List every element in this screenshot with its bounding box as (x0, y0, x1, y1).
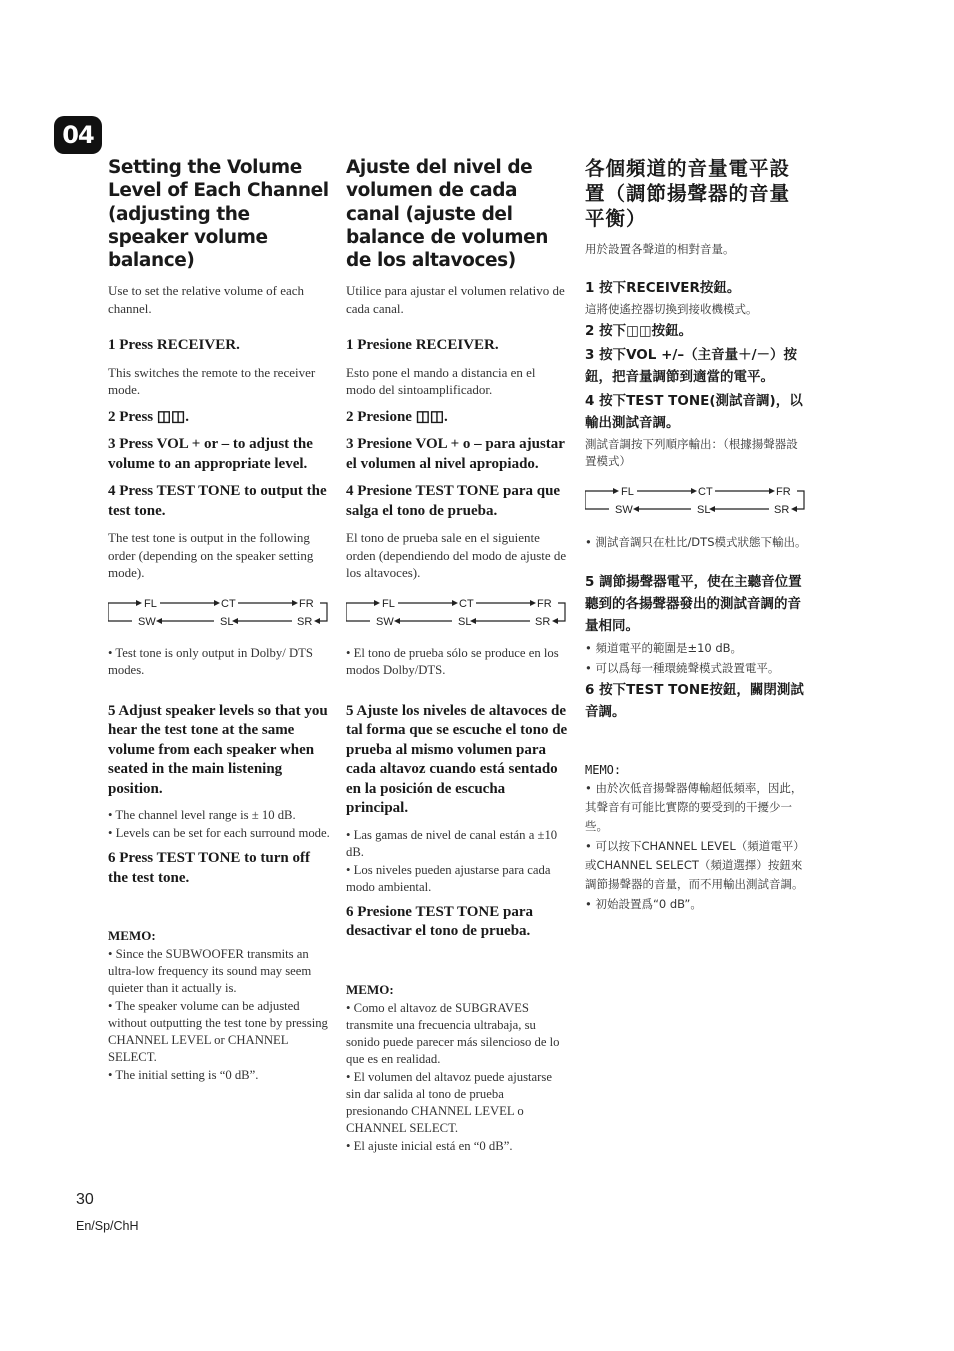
step-2: 2 Press ◫◫. (108, 408, 189, 425)
memo-heading: MEMO: (346, 981, 394, 997)
step-1: 1 Presione RECEIVER. (346, 337, 499, 354)
intro-text: 用於設置各聲道的相對音量。 (585, 242, 735, 256)
memo-heading: MEMO: (108, 928, 156, 944)
flow-sw: SW (615, 504, 633, 516)
section-title: 各個頻道的音量電平設置（調節揚聲器的音量平衡） (585, 157, 791, 230)
step-4-note: The test tone is output in the following order (depending on the speaker setting mode). (108, 530, 314, 581)
column-english (108, 156, 330, 1085)
flow-sr: SR (535, 615, 551, 628)
bullet-dolby: • Test tone is only output in Dolby/ DTS modes. (108, 645, 313, 677)
memo-3: • The initial setting is “0 dB”. (108, 1068, 259, 1083)
step-1-note: Esto pone el mando a distancia en el modo del sintoamplificador. (346, 364, 536, 398)
bullet-surround: • Levels can be set for each surround mode. (108, 826, 330, 841)
bullet-range: • 頻道電平的範圍是±10 dB。 (585, 641, 743, 655)
bullet-surround: • 可以爲每一種環繞聲模式設置電平。 (585, 661, 780, 675)
memo-1: • Since the SUBWOOFER transmits an ultra-low frequency its sound may seem quieter than it actually is. (108, 947, 312, 996)
memo-heading: MEMO: (585, 763, 622, 777)
flow-sr: SR (774, 504, 790, 516)
memo-2: • The speaker volume can be adjusted without outputting the test tone by pressing CHANNEL LEVEL or CHANNEL SELECT. (108, 999, 328, 1065)
chapter-badge: 04 (54, 116, 102, 154)
step-4: 4 Press TEST TONE to output the test tone. (108, 483, 327, 519)
flow-fr: FR (299, 597, 314, 610)
memo-3: • 初始設置爲“0 dB”。 (585, 897, 702, 911)
step-1: 1 Press RECEIVER. (108, 337, 240, 354)
bullet-dolby: • 測試音調只在杜比/DTS模式狀態下輸出。 (585, 535, 807, 549)
step-2: 2 Presione ◫◫. (346, 408, 448, 425)
section-title: Ajuste del nivel de volumen de cada canal (ajuste del balance de volumen de los altavoces) (346, 157, 548, 272)
step-6: 6 按下TEST TONE按鈕，關閉測試音調。 (585, 682, 804, 720)
step-6: 6 Presione TEST TONE para desactivar el tono de prueba. (346, 903, 533, 940)
flow-sw: SW (376, 615, 394, 628)
column-spanish (346, 156, 568, 1156)
memo-1: • 由於次低音揚聲器傳輸超低頻率，因此，其聲音有可能比實際的要受到的干擾少一些。 (585, 781, 803, 833)
step-1-note: 這將使遙控器切換到接收機模式。 (585, 302, 758, 316)
step-4-note: 測試音調按下列順序輸出：（根據揚聲器設置模式） (585, 437, 798, 468)
flow-fl: FL (382, 597, 395, 610)
step-3: 3 Press VOL + or – to adjust the volume to an appropriate level. (108, 436, 313, 472)
step-3: 3 Presione VOL + o – para ajustar el volumen al nivel apropiado. (346, 436, 565, 472)
flow-fr: FR (776, 486, 791, 498)
flow-sw: SW (138, 615, 156, 628)
bullet-surround: • Los niveles pueden ajustarse para cada modo ambiental. (346, 862, 551, 894)
step-1-note: This switches the remote to the receiver mode. (108, 364, 316, 398)
section-title: Setting the Volume Level of Each Channel (adjusting the speaker volume balance) (108, 157, 329, 272)
flow-fr: FR (537, 597, 552, 610)
memo-2: • 可以按下CHANNEL LEVEL（頻道電平）或CHANNEL SELECT（頻道選擇）按鈕來調節揚聲器的音量，而不用輸出測試音調。 (585, 839, 805, 891)
flow-sl: SL (220, 615, 234, 628)
flow-ct: CT (459, 597, 474, 610)
intro-text: Utilice para ajustar el volumen relativo de cada canal. (346, 283, 565, 316)
flow-fl: FL (144, 597, 157, 610)
page-number: 30 (76, 1191, 94, 1208)
step-3: 3 按下VOL +/–（主音量＋/－）按鈕，把音量調節到適當的電平。 (585, 347, 798, 385)
speaker-order-diagram (108, 591, 330, 631)
step-4: 4 Presione TEST TONE para que salga el tono de prueba. (346, 483, 561, 519)
speaker-order-diagram (346, 591, 568, 631)
flow-fl: FL (621, 486, 634, 498)
step-2: 2 按下◫◫按鈕。 (585, 323, 693, 339)
bullet-range: • The channel level range is ± 10 dB. (108, 808, 296, 823)
memo-1: • Como el altavoz de SUBGRAVES transmite una frecuencia ultrabaja, su sonido puede parecer más silencioso de lo que es en realidad. (346, 1000, 560, 1066)
bullet-range: • Las gamas de nivel de canal están a ±10 dB. (346, 827, 558, 859)
language-code: En/Sp/ChH (76, 1219, 139, 1233)
step-4-note: El tono de prueba sale en el siguiente orden (dependiendo del modo de ajuste de los altavoces). (346, 530, 567, 581)
flow-sr: SR (297, 615, 313, 628)
step-5: 5 調節揚聲器電平，使在主聽音位置聽到的各揚聲器發出的測試音調的音量相同。 (585, 574, 802, 634)
flow-ct: CT (221, 597, 236, 610)
step-5: 5 Ajuste los niveles de altavoces de tal forma que se escuche el tono de prueba al mismo volumen para cada altavoz cuando está sentado en la posición de escucha principal. (346, 702, 568, 817)
column-chinese (585, 156, 807, 915)
flow-sl: SL (458, 615, 472, 628)
flow-sl: SL (697, 504, 711, 516)
step-4: 4 按下TEST TONE(測試音調)，以輸出測試音調。 (585, 393, 803, 431)
intro-text: Use to set the relative volume of each channel. (108, 283, 305, 316)
speaker-order-diagram (585, 479, 807, 519)
step-1: 1 按下RECEIVER按鈕。 (585, 280, 741, 296)
step-6: 6 Press TEST TONE to turn off the test tone. (108, 850, 310, 886)
step-5: 5 Adjust speaker levels so that you hear the test tone at the same volume from each speaker when seated in the main listening position. (108, 702, 328, 797)
flow-ct: CT (698, 486, 713, 498)
memo-3: • El ajuste inicial está en “0 dB”. (346, 1138, 513, 1153)
memo-2: • El volumen del altavoz puede ajustarse sin dar salida al tono de prueba presionando CHANNEL LEVEL o CHANNEL SELECT. (346, 1069, 552, 1135)
bullet-dolby: • El tono de prueba sólo se produce en los modos Dolby/DTS. (346, 645, 559, 677)
